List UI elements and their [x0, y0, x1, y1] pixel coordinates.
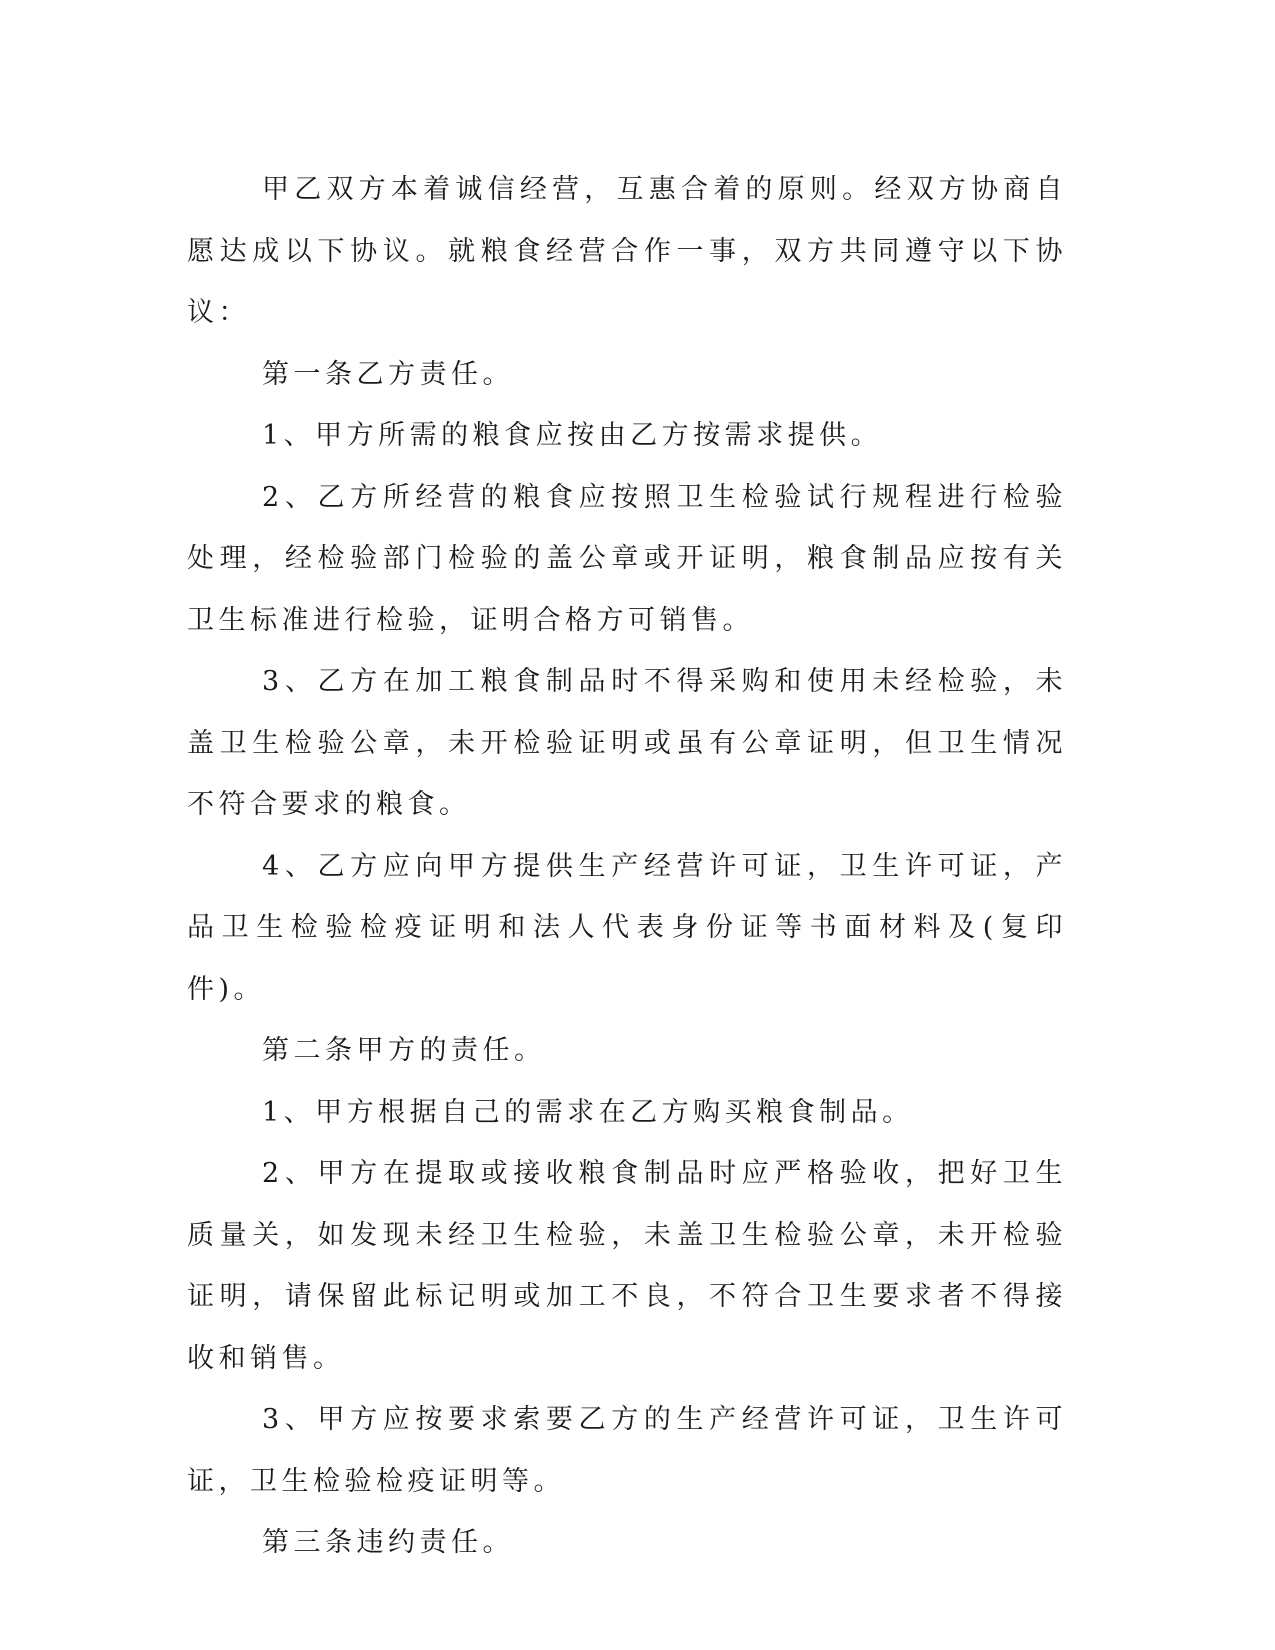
paragraph-1-2: 2、乙方所经营的粮食应按照卫生检验试行规程进行检验处理，经检验部门检验的盖公章或开证明，粮食制品应按有关卫生标准进行检验，证明合格方可销售。	[187, 481, 1067, 636]
paragraph-intro: 甲乙双方本着诚信经营，互惠合着的原则。经双方协商自愿达成以下协议。就粮食经营合作一事，双方共同遵守以下协议：	[187, 174, 1067, 328]
heading-article-1: 第一条乙方责任。	[262, 358, 514, 390]
paragraph-1-4: 4、乙方应向甲方提供生产经营许可证，卫生许可证，产品卫生检验检疫证明和法人代表身份证等书面材料及(复印件)。	[187, 850, 1067, 1005]
document-body	[187, 159, 1067, 1574]
paragraph-2-2: 2、甲方在提取或接收粮食制品时应严格验收，把好卫生质量关，如发现未经卫生检验，未盖卫生检验公章，未开检验证明，请保留此标记明或加工不良，不符合卫生要求者不得接收和销售。	[187, 1158, 1067, 1374]
paragraph-2-1: 1、甲方根据自己的需求在乙方购买粮食制品。	[262, 1096, 914, 1128]
paragraph-2-3: 3、甲方应按要求索要乙方的生产经营许可证，卫生许可证，卫生检验检疫证明等。	[187, 1404, 1067, 1497]
paragraph-1-3: 3、乙方在加工粮食制品时不得采购和使用未经检验，未盖卫生检验公章，未开检验证明或虽有公章证明，但卫生情况不符合要求的粮食。	[187, 666, 1067, 820]
heading-article-2: 第二条甲方的责任。	[262, 1035, 546, 1066]
paragraph-1-1: 1、甲方所需的粮食应按由乙方按需求提供。	[262, 420, 883, 451]
heading-article-3: 第三条违约责任。	[262, 1527, 514, 1558]
